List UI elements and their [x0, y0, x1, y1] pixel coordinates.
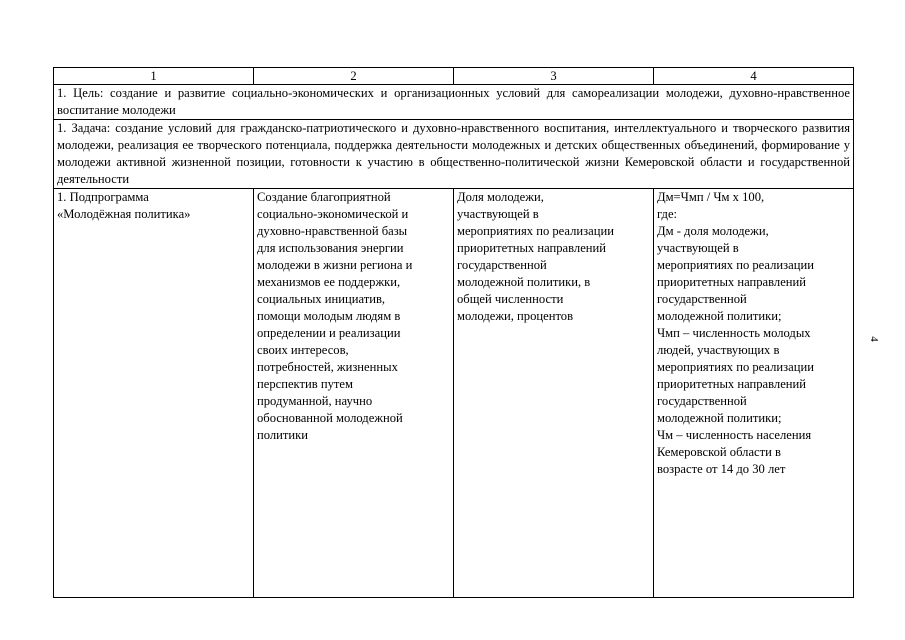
indicator-name-cell	[454, 189, 654, 598]
cell-line: Создание благоприятной	[257, 190, 391, 204]
cell-line: Дм - доля молодежи,	[657, 224, 769, 238]
cell-line: молодежной политики, в	[457, 275, 591, 289]
page-number: 4	[867, 336, 880, 342]
cell-line: обоснованной молодежной	[257, 411, 403, 425]
cell-line: приоритетных направлений	[657, 275, 807, 289]
cell-line: социальных инициатив,	[257, 292, 386, 306]
header-cell-2: 2	[254, 68, 454, 85]
goal-row	[54, 85, 854, 120]
cell-line: Чмп – численность молодых	[657, 326, 811, 340]
cell-line: «Молодёжная политика»	[57, 207, 191, 221]
cell-line: мероприятиях по реализации	[457, 224, 614, 238]
cell-line: участвующей в	[657, 241, 739, 255]
cell-line: мероприятиях по реализации	[657, 360, 814, 374]
cell-line: политики	[257, 428, 308, 442]
cell-line: молодежи в жизни региона и	[257, 258, 413, 272]
cell-line: Доля молодежи,	[457, 190, 544, 204]
cell-line: приоритетных направлений	[657, 377, 807, 391]
cell-line: мероприятиях по реализации	[657, 258, 814, 272]
subprogram-row	[54, 189, 854, 598]
cell-line: приоритетных направлений	[457, 241, 607, 255]
cell-line: духовно-нравственной базы	[257, 224, 408, 238]
formula-cell	[654, 189, 854, 598]
cell-line: общей численности	[457, 292, 564, 306]
header-row	[54, 68, 854, 85]
task-row	[54, 120, 854, 189]
cell-line: помощи молодым людям в	[257, 309, 401, 323]
header-cell-4: 4	[654, 68, 854, 85]
cell-line: где:	[657, 207, 678, 221]
cell-line: государственной	[657, 292, 747, 306]
indicator-table	[53, 67, 854, 598]
cell-line: определении и реализации	[257, 326, 401, 340]
cell-line: людей, участвующих в	[657, 343, 780, 357]
cell-line: государственной	[457, 258, 547, 272]
cell-line: потребностей, жизненных	[257, 360, 398, 374]
cell-line: молодежи, процентов	[457, 309, 574, 323]
cell-line: государственной	[657, 394, 747, 408]
cell-line: механизмов ее поддержки,	[257, 275, 401, 289]
cell-line: Дм=Чмп / Чм х 100,	[657, 190, 765, 204]
cell-line: Кемеровской области в	[657, 445, 781, 459]
cell-line: молодежной политики;	[657, 411, 782, 425]
subprogram-name-cell	[54, 189, 254, 598]
subprogram-purpose-cell	[254, 189, 454, 598]
cell-line: для использования энергии	[257, 241, 404, 255]
cell-line: 1. Подпрограмма	[57, 190, 149, 204]
cell-line: перспектив путем	[257, 377, 353, 391]
cell-line: Чм – численность населения	[657, 428, 812, 442]
cell-line: продуманной, научно	[257, 394, 373, 408]
cell-line: социально-экономической и	[257, 207, 409, 221]
task-cell: 1. Задача: создание условий для гражданско-патриотического и духовно-нравственного воспитания, интеллектуального и творческого развития молодежи, реализация ее творческого потенциала, поддержка деятельности молодежных и детских общественных объединений, формирование у молодежи активной жизненной позиции, готовности к участию в общественно-политической жизни Кемеровской области и государственной деятельности	[54, 120, 854, 189]
cell-line: своих интересов,	[257, 343, 349, 357]
cell-line: участвующей в	[457, 207, 539, 221]
header-cell-3: 3	[454, 68, 654, 85]
header-cell-1: 1	[54, 68, 254, 85]
cell-line: молодежной политики;	[657, 309, 782, 323]
cell-line: возрасте от 14 до 30 лет	[657, 462, 786, 476]
goal-cell: 1. Цель: создание и развитие социально-экономических и организационных условий для самореализации молодежи, духовно-нравственное воспитание молодежи	[54, 85, 854, 120]
